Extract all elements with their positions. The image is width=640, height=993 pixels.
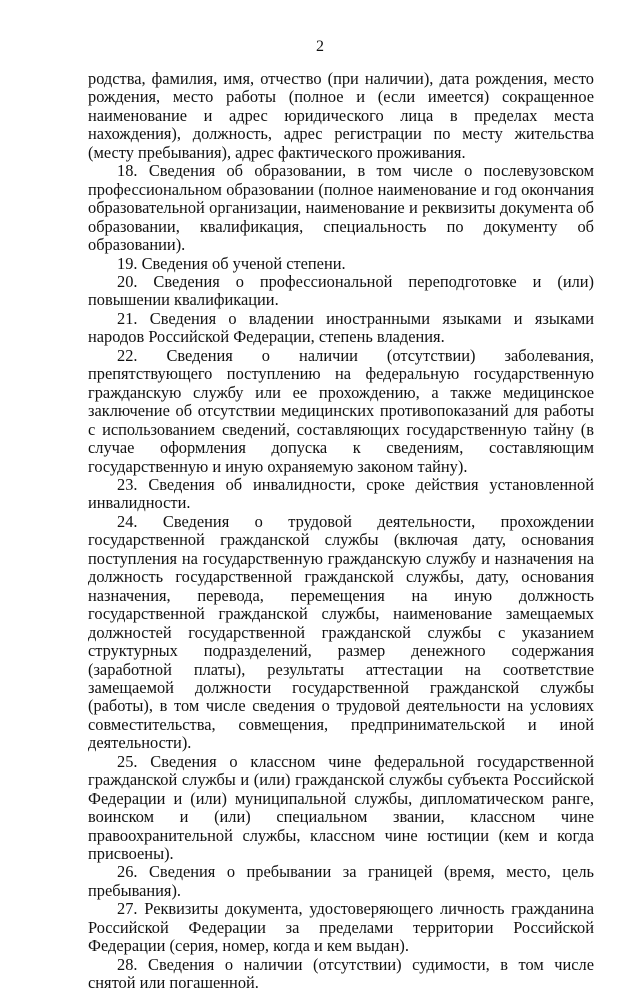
document-body xyxy=(88,70,594,993)
paragraph-17-continuation: родства, фамилия, имя, отчество (при наличии), дата рождения, место рождения, место работы (полное и (если имеется) сокращенное наименование и адрес юридического лица в пределах места нахождения), должность, адрес регистрации по месту жительства (месту пребывания), адрес фактического проживания. xyxy=(88,69,594,162)
paragraph-27: 27. Реквизиты документа, удостоверяющего личность гражданина Российской Федерации за пределами территории Российской Федерации (серия, номер, когда и кем выдан). xyxy=(88,899,594,956)
paragraph-20: 20. Сведения о профессиональной переподготовке и (или) повышении квалификации. xyxy=(88,271,594,310)
paragraph-23: 23. Сведения об инвалидности, сроке действия установленной инвалидности. xyxy=(88,474,594,513)
paragraph-24: 24. Сведения о трудовой деятельности, прохождении государственной гражданской службы (включая дату, основания поступления на государственную гражданскую службу и назначения на должность государственной гражданской службы, дату, основания назначения, перевода, перемещения на иную должность государственной гражданской службы, наименование замещаемых должностей государственной гражданской службы с указанием структурных подразделений, размер денежного содержания (заработной платы), результаты аттестации на соответствие замещаемой должности государственной гражданской службы (работы), в том числе сведения о трудовой деятельности на условиях совместительства, совмещения, предпринимательской и иной деятельности). xyxy=(88,511,594,753)
page-number: 2 xyxy=(316,38,324,55)
paragraph-28: 28. Сведения о наличии (отсутствии) судимости, в том числе снятой или погашенной. xyxy=(88,954,594,993)
paragraph-26: 26. Сведения о пребывании за границей (время, место, цель пребывания). xyxy=(88,862,594,900)
paragraph-21: 21. Сведения о владении иностранными языками и языками народов Российской Федерации, степень владения. xyxy=(88,308,594,347)
paragraph-18: 18. Сведения об образовании, в том числе о послевузовском профессиональном образовании (полное наименование и год окончания образовательной организации, наименование и реквизиты документа об образовании, квалификация, специальность по документу об образовании). xyxy=(88,161,594,255)
paragraph-25: 25. Сведения о классном чине федеральной государственной гражданской службы и (или) гражданской службы субъекта Российской Федерации и (или) муниципальной службы, дипломатическом ранге, воинском и (или) специальном звании, классном чине правоохранительной службы, классном чине юстиции (кем и когда присвоены). xyxy=(88,751,594,864)
paragraph-22: 22. Сведения о наличии (отсутствии) заболевания, препятствующего поступлению на федеральную государственную гражданскую службу или ее прохождению, а также медицинское заключение об отсутствии медицинских противопоказаний для работы с использованием сведений, составляющих государственную тайну (в случае оформления допуска к сведениям, составляющим государственную и иную охраняемую законом тайну). xyxy=(88,345,594,476)
paragraph-19: 19. Сведения об ученой степени. xyxy=(117,253,346,273)
